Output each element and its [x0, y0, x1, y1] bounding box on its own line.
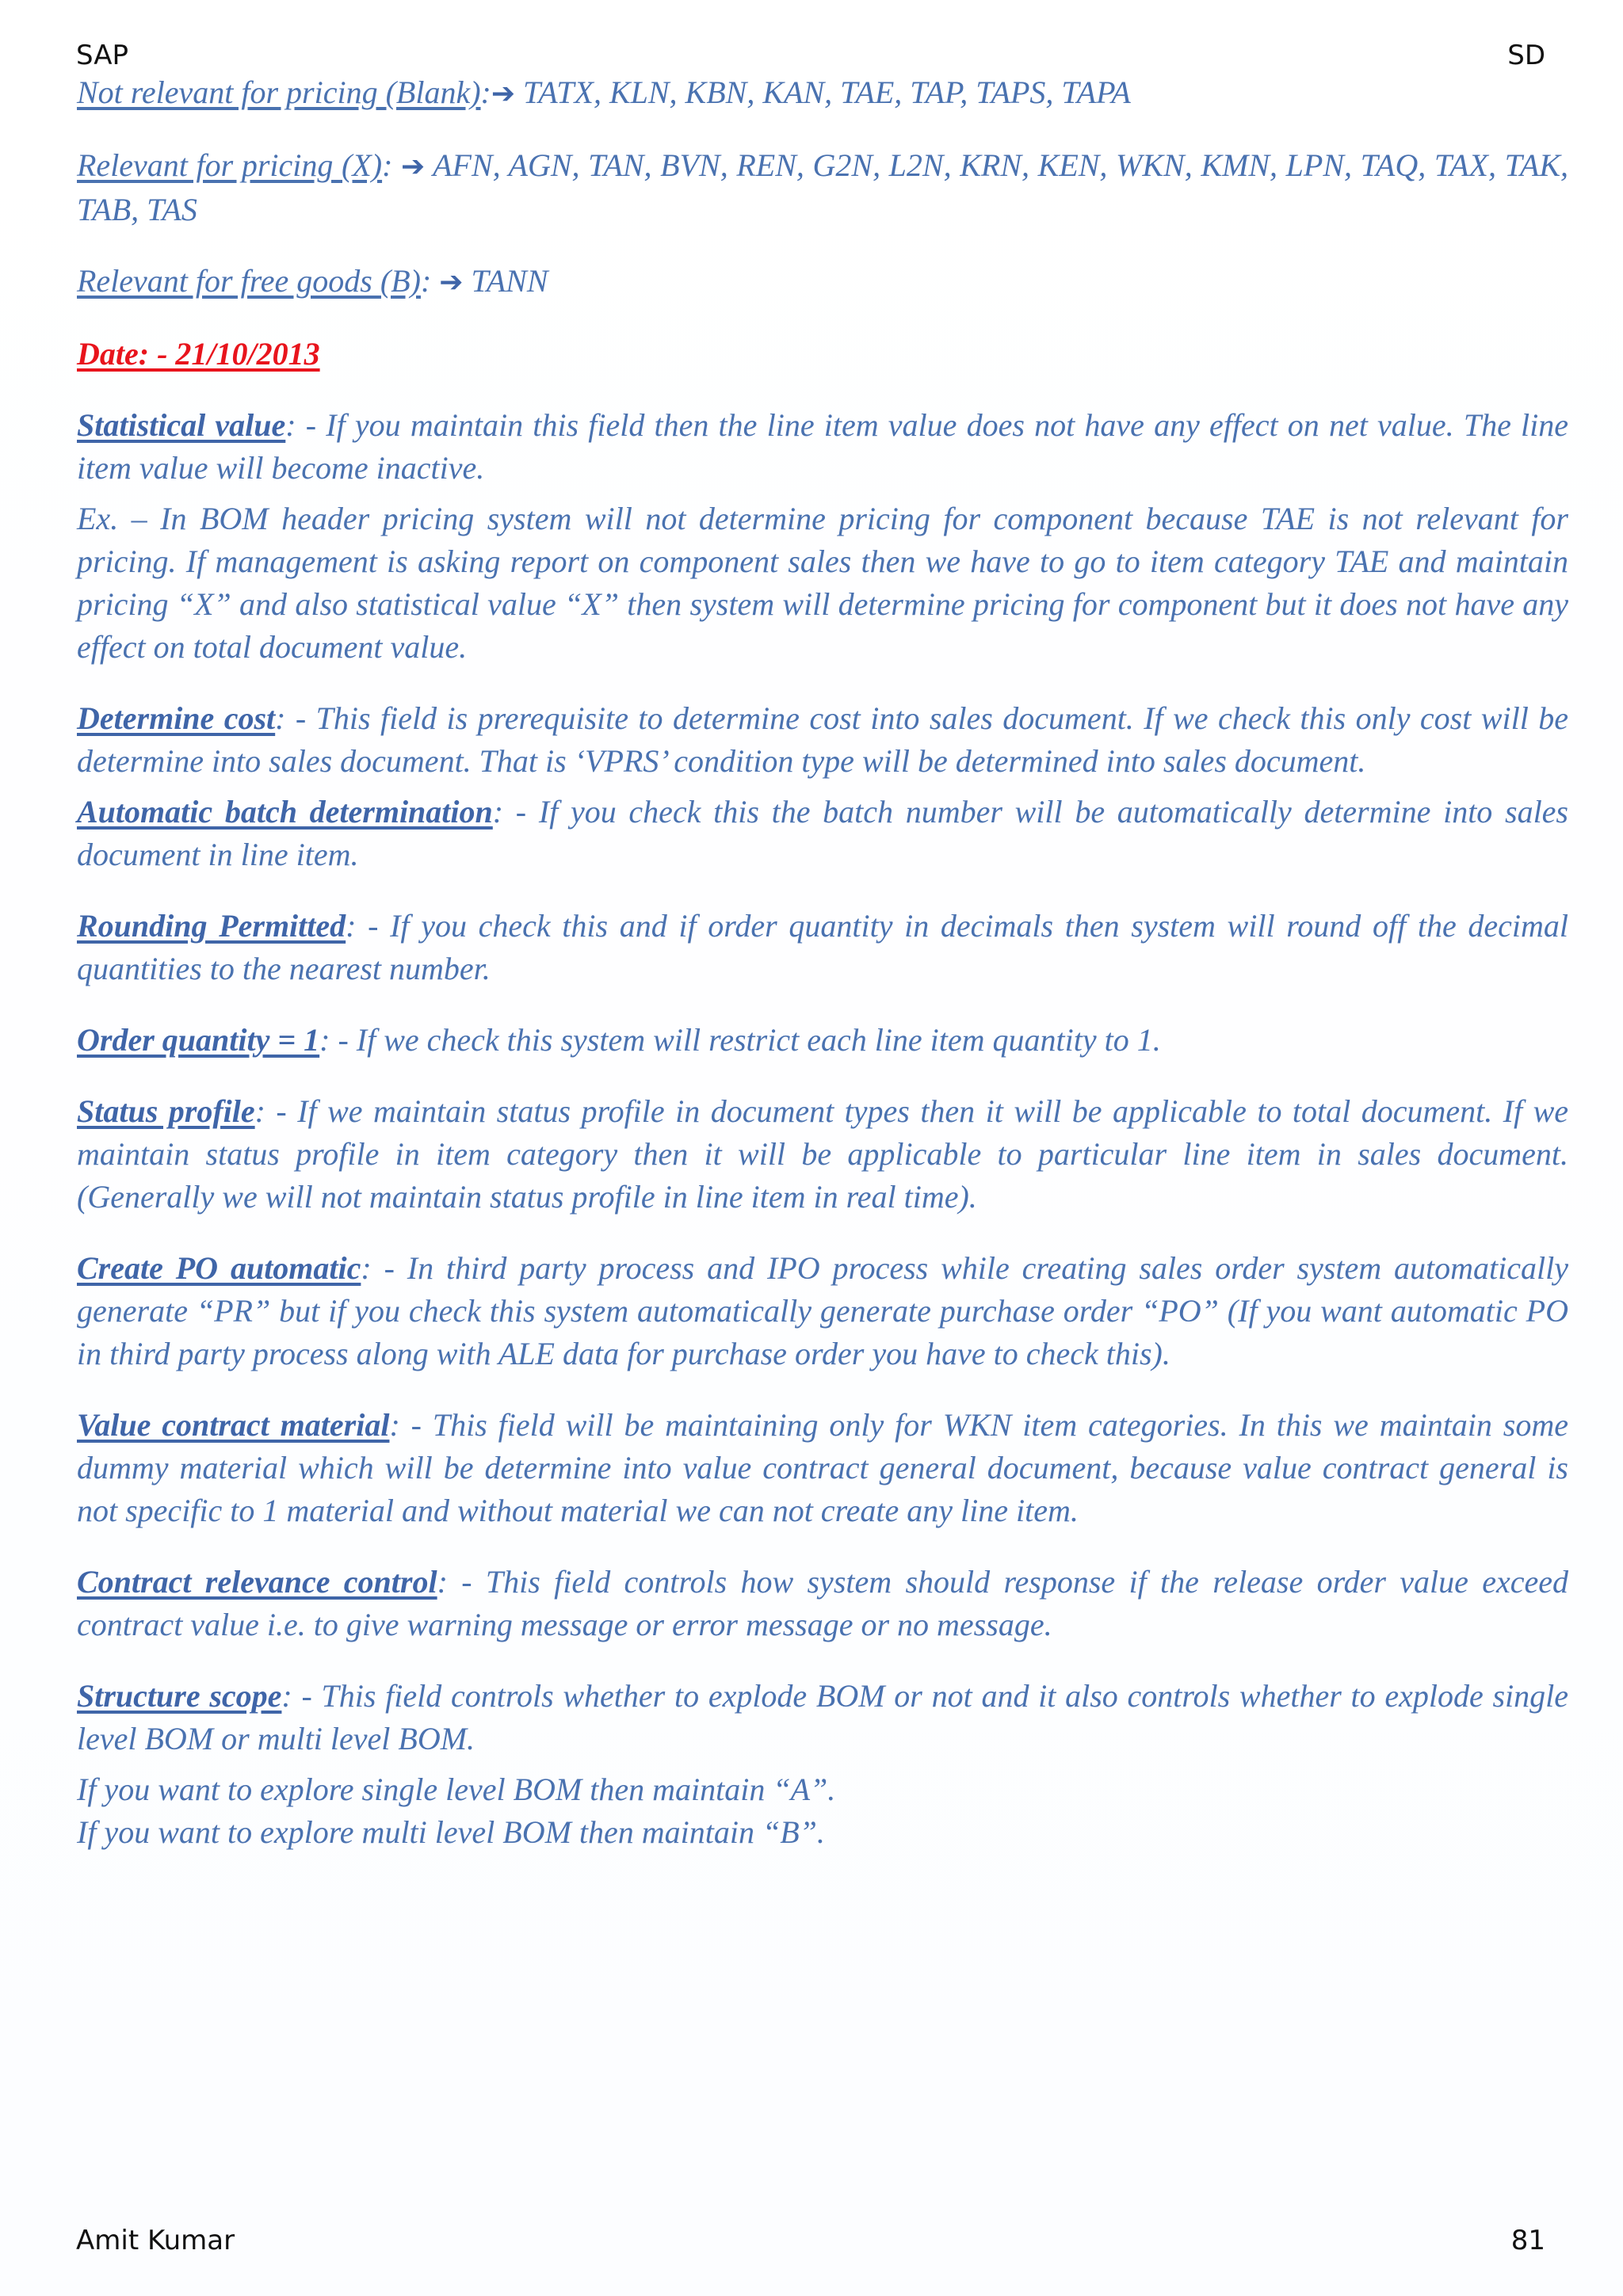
field-description: : - This field controls how system should response if the release order value exceed contract value i.e. to give warning message or error message or no message. — [77, 1564, 1569, 1642]
field-term: Rounding Permitted — [77, 908, 346, 944]
page-number: 81 — [1510, 2225, 1545, 2256]
field-term: Status profile — [77, 1093, 255, 1129]
field-term: Statistical value — [77, 407, 286, 443]
field-description: : - If you maintain this field then the line item value does not have any effect on net value. The line item value will become inactive. — [77, 407, 1568, 486]
field-term: Create PO automatic — [77, 1250, 361, 1286]
header-right: SD — [1507, 40, 1545, 71]
arrow-right-icon: ➔ — [491, 78, 516, 110]
field-term: Determine cost — [77, 700, 276, 736]
field-description: : - If you check this and if order quantity in decimals then system will round off the decimal quantities to the nearest number. — [77, 908, 1568, 986]
field-status-profile — [77, 1090, 1568, 1219]
pricing-b-line — [77, 260, 1568, 304]
field-order-quantity — [77, 1019, 1568, 1062]
pricing-blank-values: TATX, KLN, KBN, KAN, TAE, TAP, TAPS, TAPA — [515, 74, 1131, 110]
field-contract-relevance — [77, 1561, 1568, 1646]
pricing-x-values: AFN, AGN, TAN, BVN, REN, G2N, L2N, KRN, KEN, WKN, KMN, LPN, TAQ, TAX, TAK, TAB, TAS — [77, 147, 1568, 227]
date-text: Date: - 21/10/2013 — [77, 336, 320, 372]
field-description: : - If you check this the batch number will be automatically determine into sales document in line item. — [77, 794, 1568, 872]
pricing-x-label: Relevant for pricing (X) — [77, 147, 383, 183]
footer-author: Amit Kumar — [76, 2225, 235, 2256]
pricing-b-values: TANN — [463, 263, 548, 299]
example-text: Ex. – In BOM header pricing system will not determine pricing for component because TAE is not relevant for pricing. If management is asking report on component sales then we have to go to item category TAE and maintain pricing “X” and also statistical value “X” then system will determine pricing for component but it does not have any effect on total document value. — [77, 501, 1568, 665]
field-term: Value contract material — [77, 1407, 390, 1443]
field-term: Automatic batch determination — [77, 794, 493, 830]
field-create-po — [77, 1247, 1568, 1375]
pricing-b-label: Relevant for free goods (B) — [77, 263, 421, 299]
page-body — [77, 71, 1568, 1854]
note-multi-level: If you want to explore multi level BOM then maintain “B”. — [77, 1814, 825, 1850]
field-description: : - If we maintain status profile in document types then it will be applicable to total document. If we maintain status profile in item category then it will be applicable to particular line item in sales document. (Generally we will not maintain status profile in line item in real time). — [77, 1093, 1569, 1215]
header-left: SAP — [76, 40, 128, 71]
example-paragraph — [77, 498, 1568, 669]
field-description: : - This field is prerequisite to determine cost into sales document. If we check this only cost will be determine into sales document. That is ‘VPRS’ condition type will be determined into sales document. — [77, 700, 1568, 779]
field-description: : - In third party process and IPO process while creating sales order system automatically generate “PR” but if you check this system automatically generate purchase order “PO” (If you want automatic PO in third party process along with ALE data for purchase order you have to check this). — [77, 1250, 1568, 1371]
field-determine-cost — [77, 697, 1568, 783]
note-single-level: If you want to explore single level BOM then maintain “A”. — [77, 1772, 836, 1807]
pricing-blank-line — [77, 71, 1568, 116]
field-term: Structure scope — [77, 1678, 282, 1714]
pricing-blank-label: Not relevant for pricing (Blank) — [77, 74, 481, 110]
field-description: : - This field controls whether to explode BOM or not and it also controls whether to explode single level BOM or multi level BOM. — [77, 1678, 1568, 1756]
pricing-x-line — [77, 144, 1568, 231]
field-statistical-value — [77, 404, 1568, 490]
arrow-right-icon: ➔ — [439, 266, 464, 299]
field-automatic-batch — [77, 791, 1568, 876]
pricing-b-sep: : — [420, 263, 440, 299]
arrow-right-icon: ➔ — [401, 151, 426, 183]
field-description: : - If we check this system will restrict each line item quantity to 1. — [319, 1022, 1161, 1058]
date-heading — [77, 333, 1568, 376]
field-term: Order quantity = 1 — [77, 1022, 320, 1058]
pricing-x-sep: : — [382, 147, 402, 183]
field-value-contract-material — [77, 1404, 1568, 1532]
field-rounding-permitted — [77, 905, 1568, 990]
field-term: Contract relevance control — [77, 1564, 437, 1600]
field-structure-scope — [77, 1675, 1568, 1760]
pricing-blank-sep: : — [480, 74, 491, 110]
field-description: : - This field will be maintaining only for WKN item categories. In this we maintain some dummy material which will be determine into value contract general document, because value contract general is not specific to 1 material and without material we can not create any line item. — [77, 1407, 1569, 1528]
